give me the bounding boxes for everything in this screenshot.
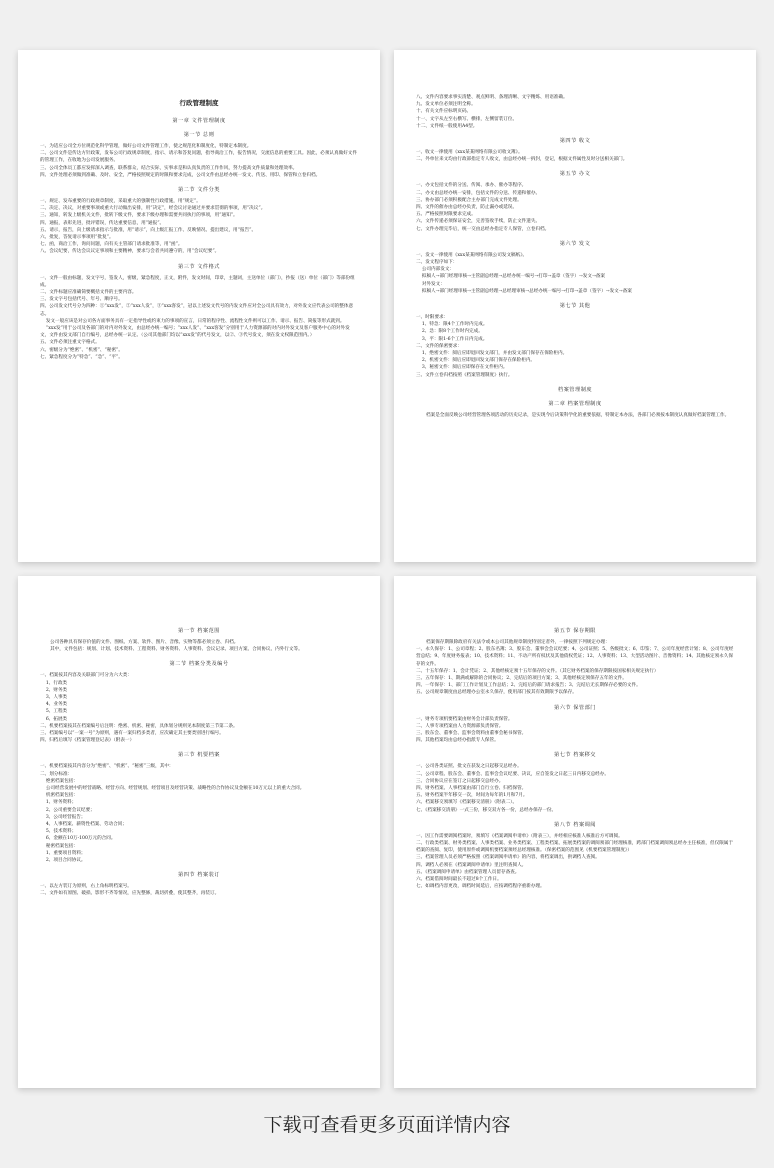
document-title: 行政管理制度: [179, 99, 219, 107]
paragraph: 四、财务档案、人事档案由部门自行立卷、归档保管。: [416, 786, 527, 792]
section-body: [40, 763, 358, 864]
paragraph: 2、急：限8个工作时内完成。: [416, 329, 483, 335]
paragraph: 一、财务专项机要档案由财务会计部负责保管。: [416, 716, 513, 722]
paragraph: 二、文件的保密要求：: [416, 343, 462, 349]
paragraph: 三、档案编号以“一案一号”为原则，遇有一案归档多类者，应次确定其主要类别进行编号。: [40, 731, 224, 737]
paragraph: 七、如调档内容更改，调档时间延后，应按调档程序重新办理。: [416, 884, 545, 890]
section-body: [40, 143, 358, 179]
paragraph: “xxx发”用于公司及各部门的对内对外发文，由总经办统一编号；“xxx人发”、“xxx客发”分别用于人力资源部的对内对外发文及客户服务中心的对外发文，文件由发文部门自行编号，总经办统一认定。（公司其他部门均以“xxx发”的代号发文，以②、③代号发文，须在发文权限范围内。）: [40, 326, 350, 339]
paragraph: 公司经营发展中的经营战略、经营方向、经营规划、经营项目及经营决策、战略性的合作协议及金额在10万元以上的重大合同。: [40, 786, 305, 792]
paragraph: 十二、文件纸一般使用A4型。: [416, 123, 478, 129]
paragraph: 二、决定、决议，对重要事项或重大行动做出安排，用“决定”，经会议讨论通过并要求贯彻的事项，用“决议”。: [40, 206, 266, 212]
paragraph: 一、规定、发布重要的行政规章制度，采取重大的强制性行政措施，用“规定”。: [40, 199, 201, 205]
paragraph: 2、项目合同协议。: [40, 858, 86, 864]
paragraph: 一、时限要求：: [416, 315, 449, 321]
paragraph: 四、通报，表彰先进，批评错误，传达重要信息，用“通报”。: [40, 220, 165, 226]
section-body: [416, 252, 734, 295]
paragraph: 一、机要档案按其内容分为“绝密”、“机密”、“秘密”三级，其中：: [40, 764, 174, 770]
paragraph: 公司各种具有保存价值的文件、图纸、方案、软件、图片、音像、实物等都必须立卷、归档。: [50, 640, 239, 645]
chapter-heading: 第二章 档案管理制度: [548, 400, 602, 407]
paragraph: 二、机要档案按其在档案编号后注明：绝密、机密、秘密，具体划分规则见本制度第三节第二条。: [40, 723, 238, 729]
section-heading: 第五节 办文: [559, 171, 591, 178]
paragraph: 二、办文由总经办统一安排，包括文件的分送、传递和催办。: [416, 190, 541, 196]
paragraph: 一、发文一律使用《xxx某某网络有限公司发文稿纸》。: [416, 252, 528, 258]
paragraph: 机密档案包括：: [40, 793, 79, 799]
section-body: [416, 716, 734, 745]
document-page-3: [18, 576, 380, 1088]
paragraph: 一、办文包括文件的分送、传阅、承办、催办等程序。: [416, 183, 527, 189]
section-heading: 第四节 档案装订: [178, 872, 220, 879]
section-body: [416, 639, 734, 697]
paragraph: 1、绝密文件：阅后应即退回发文部门，并由发文部门保存在保险柜内。: [416, 351, 568, 357]
paragraph: 五、《档案调阅申请单》由档案管理人员留存备查。: [416, 869, 520, 875]
paragraph: 3、秘密文件：阅后应即保存在文件柜内。: [416, 365, 508, 371]
paragraph: 三、公司全体员工都应发挥深入调查，联系群众，结合实际，实事求是和认真负责的工作作风，努力提高文件质量和处理效率。: [40, 165, 298, 171]
chapter-heading: 第一章 文件管理制度: [172, 118, 226, 124]
document-page-2: [394, 50, 756, 562]
section-heading: 第七节 档案移交: [554, 752, 596, 759]
paragraph: 四、文件的催办由总经办负责，防止漏办或延误。: [416, 205, 518, 211]
paragraph: 一、档案按其内容及关联部门可分为六大类：: [40, 673, 132, 679]
paragraph: 6、拓展类: [40, 716, 68, 722]
paragraph: 2、机密文件：阅后应即退回发文部门保存在保险柜内。: [416, 358, 536, 364]
paragraph: 五、公司规章制度由总经理办公室永久保存，使用部门按其有效期限予以保存。: [416, 690, 577, 696]
paragraph: 一、公司各类证照、批文在获发之日起移交总经办。: [416, 764, 522, 770]
section-body: [416, 833, 734, 891]
paragraph: 二、发文程序如下：: [416, 260, 458, 266]
paragraph: 十、有关文件应标明页码。: [416, 109, 472, 115]
section-body: [416, 314, 734, 379]
paragraph: 六、密级分为“绝密”、“机密”、“秘密”。: [40, 347, 123, 353]
paragraph: 1、财务资料；: [40, 800, 77, 806]
paragraph: 二、文件如有原图、破损、影形不齐等情况，应先整修，裁切折叠，使其整齐，再装订。: [40, 891, 220, 897]
paragraph: 一、因工作需要调阅档案时，须填写《档案调阅申请单》（附表三），并经相应核准人核准后方可调阅。: [416, 833, 623, 839]
paragraph: 拟稿人→部门经理审核→主管副总经理→总经办统一编号→打印→盖章（签字）→发文→备案: [416, 274, 605, 280]
paragraph: 七、函，商洽工作，询问问题，向有关主管部门请求批准等，用“函”。: [40, 242, 183, 248]
paragraph: 4、人事档案、薪资性档案、劳动合同；: [40, 822, 127, 828]
paragraph: 3、人事类: [40, 695, 68, 701]
document-page-4: [394, 576, 756, 1088]
paragraph: 1、重要项目资料；: [40, 850, 86, 856]
section-body: [40, 883, 358, 897]
section-heading: 第七节 其他: [559, 303, 591, 310]
section-body: [40, 275, 358, 361]
paragraph: 一、文件一般由标题，发文字号，签发人，密级，紧急程度，正文，附件，发文时间，印章，主题词，主送单位（部门），抄报（送）单位（部门）等部份组成。: [40, 275, 355, 288]
paragraph: 二、行政类档案、财务类档案、人事类档案、业务类档案、工程类档案、拓展类档案的调阅须部门经理核准，跨部门档案调阅须总经办主任核准，但仅限属于档案的查阅、复印，使用原件或调阅机要档案须经总经理核准。（保密档案的范围见《机要档案管理制度》）: [416, 841, 733, 854]
section-body: [40, 198, 358, 256]
paragraph: 对外发文：: [416, 281, 445, 287]
paragraph: 一、永久保存：1、公司章程；2、股东名簿；3、股东会、董事会会议纪要；4、公司证照；5、各级批文；6、印鉴；7、公司年度经营计划；8、公司年度经营总结；9、年度财务报表；10、技术资料；11、不动产所有权状及其他债权凭证；12、人事资料；13、大型活动图片、音像资料；14、其他核定须永久保存的文件。: [416, 647, 734, 667]
paragraph: 二、人事专项档案由人力资源部负责保管。: [416, 723, 504, 729]
section-heading: 第三节 文件格式: [178, 263, 220, 270]
paragraph: 四、其他档案均由总经办指派专人保管。: [416, 738, 499, 744]
document-page-1: [18, 50, 380, 562]
paragraph: 1、行政类: [40, 680, 68, 686]
paragraph: 发文一般应该是对公司各方面事务具有一定指导性或约束力的事项的宣言，日常的程序性、流程性文件则可以工作、请示、报告、简报等形式就到。: [40, 318, 345, 324]
paragraph: 二、十五年保存：1、会计凭证；2、其他经核定须十五年保存的文件。（其它财务档案的保存期限按国家相关规定执行）: [416, 668, 659, 674]
paragraph: 2、财务类: [40, 687, 68, 693]
paragraph: 三、五年保存：1、期满或解除的合同协议；2、完结后的项目方案；3、其他经核定须保存五年的文件。: [416, 676, 627, 682]
download-more-caption: 下载可查看更多页面详情内容: [263, 1114, 511, 1136]
section-heading: 第四节 收文: [559, 138, 591, 145]
section-heading: 第五节 保存期限: [554, 628, 596, 634]
paragraph: 七、紧急程度分为“特急”、“急”、“平”。: [40, 354, 123, 360]
section-heading: 第八节 档案调阅: [554, 821, 596, 828]
paragraph: 六、档案移交须填写《档案移交清册》（附表二）。: [416, 800, 518, 806]
paragraph: 三、档案管理人员必须严格按照《档案调阅申请单》的内容，将档案调出，供调档人查阅。: [416, 855, 600, 861]
paragraph: 三、通知，转发上级机关文件，批转下级文件，要求下级办理和需要共同执行的事项，用“通知”。: [40, 213, 238, 219]
paragraph: 六、文件传递必须保证安全，完善签收手续，防止文件遗失。: [416, 219, 541, 225]
paragraph: 秘密档案包括：: [40, 843, 79, 849]
section-heading: 第二节 文件分类: [178, 187, 220, 194]
paragraph: 二、外单位来文均由行政部指定专人收文，由总经办统一拆封，登记，根据文件属性及时分送相关部门。: [416, 157, 628, 163]
paragraph: 档案是全面反映公司经营管理各项活动的历史记录，是实现今后决策科学化的重要依据，特制定本办法，各部门必须按本制度认真做好档案管理工作。: [426, 412, 730, 418]
paragraph: 2、公司重要会议纪要；: [40, 807, 95, 813]
paragraph: 三、协办部门必须积极配合主办部门完成文件处理。: [416, 197, 522, 203]
paragraph: 1、特急：限4个工作时内完成。: [416, 322, 488, 328]
paragraph: 档案保存期限除政府有关法令或本公司其他规章制度特别定者外，一律按照下列规定办理：: [426, 640, 610, 645]
paragraph: 5、工程类: [40, 709, 68, 715]
section-heading: 第一节 总则: [183, 132, 215, 138]
paragraph: 3、平：限1-6个工作日内完成。: [416, 336, 488, 342]
section-body: [40, 639, 358, 653]
paragraph: 六、档案借阅时间最长不超过8个工作日。: [416, 877, 502, 883]
paragraph: 三、股东会、董事会、监事会资料由董事会秘书保管。: [416, 731, 527, 737]
paragraph: 二、划分标准：: [40, 771, 73, 777]
section-heading: 第二节 档案分类及编号: [169, 661, 229, 668]
section-body: [416, 149, 734, 163]
section-heading: 第三节 机要档案: [178, 752, 220, 759]
paragraph: 公司内部发文：: [416, 267, 455, 273]
paragraph: 拟稿人→部门经理审核→主管副总经理→总经理审核→总经办统一编号→打印→盖章（签字）→发文→备案: [416, 288, 632, 294]
chapter-title: 档案管理制度: [557, 386, 593, 393]
paragraph: 四、公司发文代号分为四种：①“xxx发”，②“xxx人发”，③“xxx客发”，冠以上述发文代号的内发文件应对全公司具有效力，对外发文应代表公司的整体意志。: [40, 304, 354, 317]
section-heading: 第六节 发文: [559, 240, 591, 247]
paragraph: 四、一年保存：1、部门工作计划及工作总结；2、完结后的部门请求报告；3、完结后无长期保存必要的文件。: [416, 683, 641, 689]
section-body: [40, 672, 358, 744]
paragraph: 三、发文字号包括代号、年号、顺序号。: [40, 297, 123, 303]
paragraph: 一、收文一律使用《xxx某某网络有限公司收文簿》。: [416, 150, 523, 156]
paragraph: 八、文件内容要求事实清楚、观点鲜明、条理清晰、文字精炼、用语准确。: [416, 95, 568, 100]
paragraph: 七、《档案移交清册》一式三份，移交双方各一份，总经办保存一份。: [416, 807, 557, 813]
paragraph: 六、批复，答复请示事项用“批复”。: [40, 235, 114, 241]
paragraph: 二、公司章程、股东会、董事会、监事会会议纪要、决议，应自签发之日起三日内移交总经办。: [416, 771, 609, 777]
section-heading: 第六节 保管部门: [554, 704, 596, 711]
paragraph: 五、财务档案半年移交一次，时间为每年的1月和7月。: [416, 793, 528, 799]
paragraph: 八、会议纪要，传达会议议定事项和主要精神，要求与会者共同遵守的，用“会议纪要”。: [40, 249, 220, 255]
paragraph: 四、文件处理必须做到准确、及时、安全，严格按照规定的时限和要求完成，公司文件由总经办统一发文、传送、用印、保管和立卷归档。: [40, 172, 321, 178]
paragraph: 一、以左方装订为原则，右上角标明档案号。: [40, 884, 132, 890]
paragraph: 四、调档人必须在《档案调阅申请单》里注明查阅人。: [416, 862, 527, 868]
paragraph: 其中，文件包括：规划、计划、技术资料、工程资料、财务资料、人事资料、会议记录、项目方案、合同协议、内外行文等。: [50, 647, 303, 653]
paragraph: 五、严格按照时限要求完成。: [416, 212, 476, 218]
paragraph: 5、技术资料；: [40, 829, 77, 835]
paragraph: 五、请示，报告，向上级请求指示与批准，用“请示”，向上级汇报工作、反映情况、提出建议，用“报告”。: [40, 227, 257, 233]
paragraph: 二、公司文件是传达方针政策，发布公司行政规章制度，指示、请示和答复问题，指导商洽工作，报告情况，交流信息的重要工具。因此，必须认真做好文件的管理工作，在收地为公司发展服务。: [40, 151, 357, 164]
paragraph: 九、发文单位必须注明全称。: [416, 102, 476, 108]
section-heading: 第一节 档案范围: [178, 628, 220, 634]
paragraph: 3、公司经营报告；: [40, 814, 86, 820]
paragraph: 一、为适应公司全方位规范化科学管理，做好公司文件管理工作，使之规范化和制度化，特制定本制度。: [40, 144, 252, 149]
paragraph: 4、业务类: [40, 702, 68, 708]
paragraph: 四、归档后填写《档案管理登记表》（附表一）: [40, 738, 135, 744]
paragraph: 三、合同协议应在签订之日起移交总经办。: [416, 778, 504, 784]
section-body: [416, 94, 734, 130]
paragraph: 十一、文字从左至右横写、横排，左侧留装订位。: [416, 116, 518, 122]
section-body: [416, 763, 734, 813]
paragraph: 五、文件必须注重文字格式。: [40, 340, 100, 346]
section-body: [416, 182, 734, 232]
paragraph: 二、文件标题应准确简要概括文件的主要内容。: [40, 290, 137, 296]
paragraph: 七、文件办理完毕后，统一交由总经办指定专人保管，立卷归档。: [416, 226, 550, 232]
paragraph: 三、文件立卷归档按照《档案管理制度》执行。: [416, 372, 513, 378]
paragraph: 6、金额在10万-100万元的合同。: [40, 836, 116, 842]
paragraph: 绝密档案包括：: [40, 778, 79, 784]
